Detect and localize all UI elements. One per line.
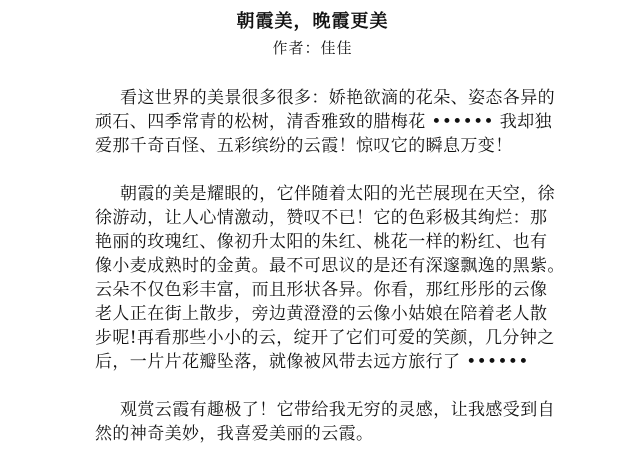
paragraph-2-line-2: 徐游动，让人心情激动，赞叹不已！它的色彩极其绚烂：那 bbox=[95, 208, 548, 228]
paragraph-2-line-1: 朝霞的美是耀眼的，它伴随着太阳的光芒展现在天空，徐 bbox=[120, 184, 555, 204]
paragraph-1-line-1: 看这世界的美景很多很多：娇艳欲滴的花朵、姿态各异的 bbox=[120, 88, 555, 108]
paragraph-2-line-8: 后，一片片花瓣坠落，就像被风带去远方旅行了 •••••• bbox=[95, 352, 529, 372]
paragraph-2-line-6: 老人正在街上散步，旁边黄澄澄的云像小姑娘在陪着老人散 bbox=[95, 304, 548, 324]
paragraph-1-line-3: 爱那千奇百怪、五彩缤纷的云霞！惊叹它的瞬息万变！ bbox=[95, 136, 513, 156]
paragraph-3-line-2: 然的神奇美妙，我喜爱美丽的云霞。 bbox=[95, 424, 374, 444]
paragraph-2-line-5: 云朵不仅色彩丰富，而且形状各异。你看，那红彤彤的云像 bbox=[95, 280, 548, 300]
essay-title: 朝霞美，晚霞更美 bbox=[236, 11, 389, 32]
paragraph-2-line-3: 艳丽的玫瑰红、像初升太阳的朱红、桃花一样的粉红、也有 bbox=[95, 232, 548, 252]
paragraph-1-line-2: 顽石、四季常青的松树，清香雅致的腊梅花 •••••• 我却独 bbox=[95, 112, 552, 132]
paragraph-2-line-7: 步呢!再看那些小小的云，绽开了它们可爱的笑颜，几分钟之 bbox=[95, 328, 555, 348]
paragraph-3-line-1: 观赏云霞有趣极了！它带给我无穷的灵感，让我感受到自 bbox=[120, 400, 555, 420]
paragraph-2-line-4: 像小麦成熟时的金黄。最不可思议的是还有深邃飘逸的黑紫。 bbox=[95, 256, 565, 276]
author-line: 作者：佳佳 bbox=[272, 39, 353, 57]
